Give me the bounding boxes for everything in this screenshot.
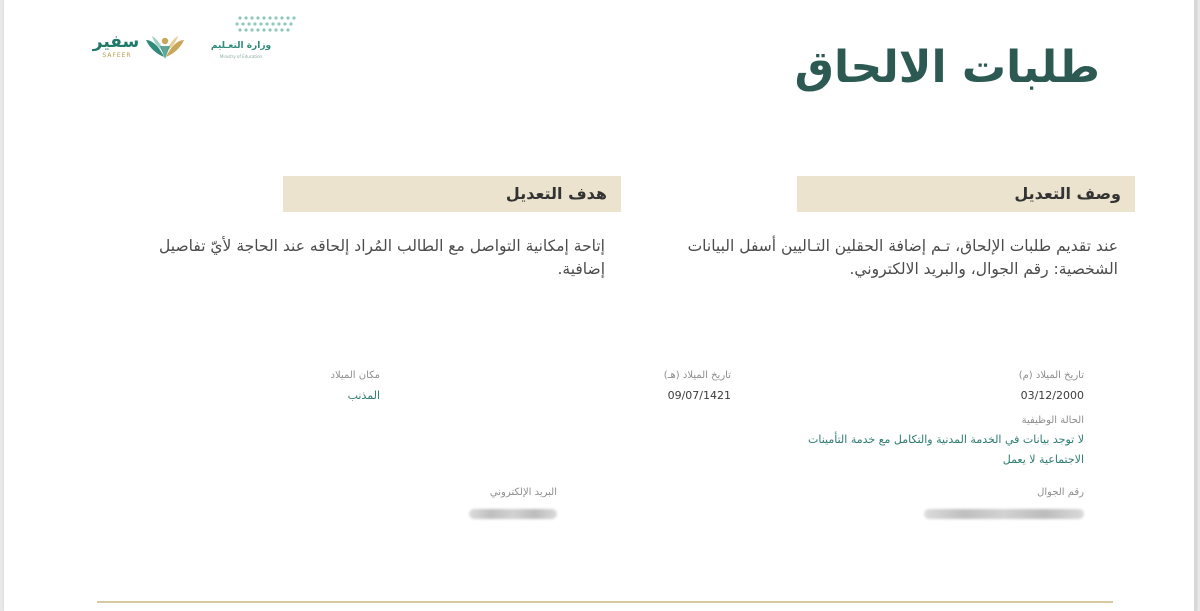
hijri-birth-date-field (471, 369, 731, 404)
employment-status-field (764, 414, 1084, 470)
document-page (4, 0, 1197, 611)
ministry-dots-icon (234, 14, 298, 38)
safeer-emblem-icon (144, 32, 186, 62)
description-heading: وصف التعديل (1014, 184, 1121, 203)
gregorian-birth-date-label: تاريخ الميلاد (م) (1018, 370, 1084, 381)
email-field (297, 486, 557, 523)
goal-heading: هدف التعديل (505, 184, 607, 203)
mobile-label: رقم الجوال (1037, 487, 1084, 498)
employment-status-value: لا توجد بيانات في الخدمة المدنية والتكامل مع خدمة التأمينات الاجتماعية لا يعمل (808, 433, 1084, 466)
safeer-logo (90, 30, 188, 64)
safeer-logo-latin: SAFEER (102, 52, 132, 59)
email-label: البريد الإلكتروني (489, 487, 557, 498)
goal-heading-bar (283, 176, 621, 212)
employment-status-label: الحالة الوظيفية (1021, 415, 1084, 426)
hijri-birth-date-value: 09/07/1421 (667, 389, 731, 402)
ministry-logo-text: وزارة التعـليم (210, 41, 272, 51)
birth-place-field (120, 369, 380, 404)
hijri-birth-date-label: تاريخ الميلاد (هـ) (663, 370, 731, 381)
page-edge (1194, 0, 1197, 611)
birth-place-value: المذنب (347, 389, 380, 402)
description-heading-bar (797, 176, 1135, 212)
page-title: طلبات الالحاق (794, 42, 1100, 93)
birth-place-label: مكان الميلاد (330, 370, 380, 381)
gregorian-birth-date-value: 03/12/2000 (1020, 389, 1084, 402)
goal-body: إتاحة إمكانية التواصل مع الطالب المُراد إلحاقه عند الحاجة لأيّ تفاصيل إضافية. (159, 237, 605, 278)
ministry-logo (210, 14, 300, 62)
mobile-field (824, 486, 1084, 523)
bottom-divider (97, 601, 1113, 603)
email-redacted-value (469, 509, 557, 519)
description-body: عند تقديم طلبات الإلحاق، تـم إضافة الحقلين التـاليين أسفل البيانات الشخصية: رقم الجوال، والبريد الالكتروني. (687, 237, 1118, 278)
safeer-logo-text: سفير (92, 32, 140, 52)
ministry-logo-english: Ministry of Education (219, 54, 263, 59)
mobile-redacted-value (924, 509, 1084, 519)
gregorian-birth-date-field (824, 369, 1084, 404)
